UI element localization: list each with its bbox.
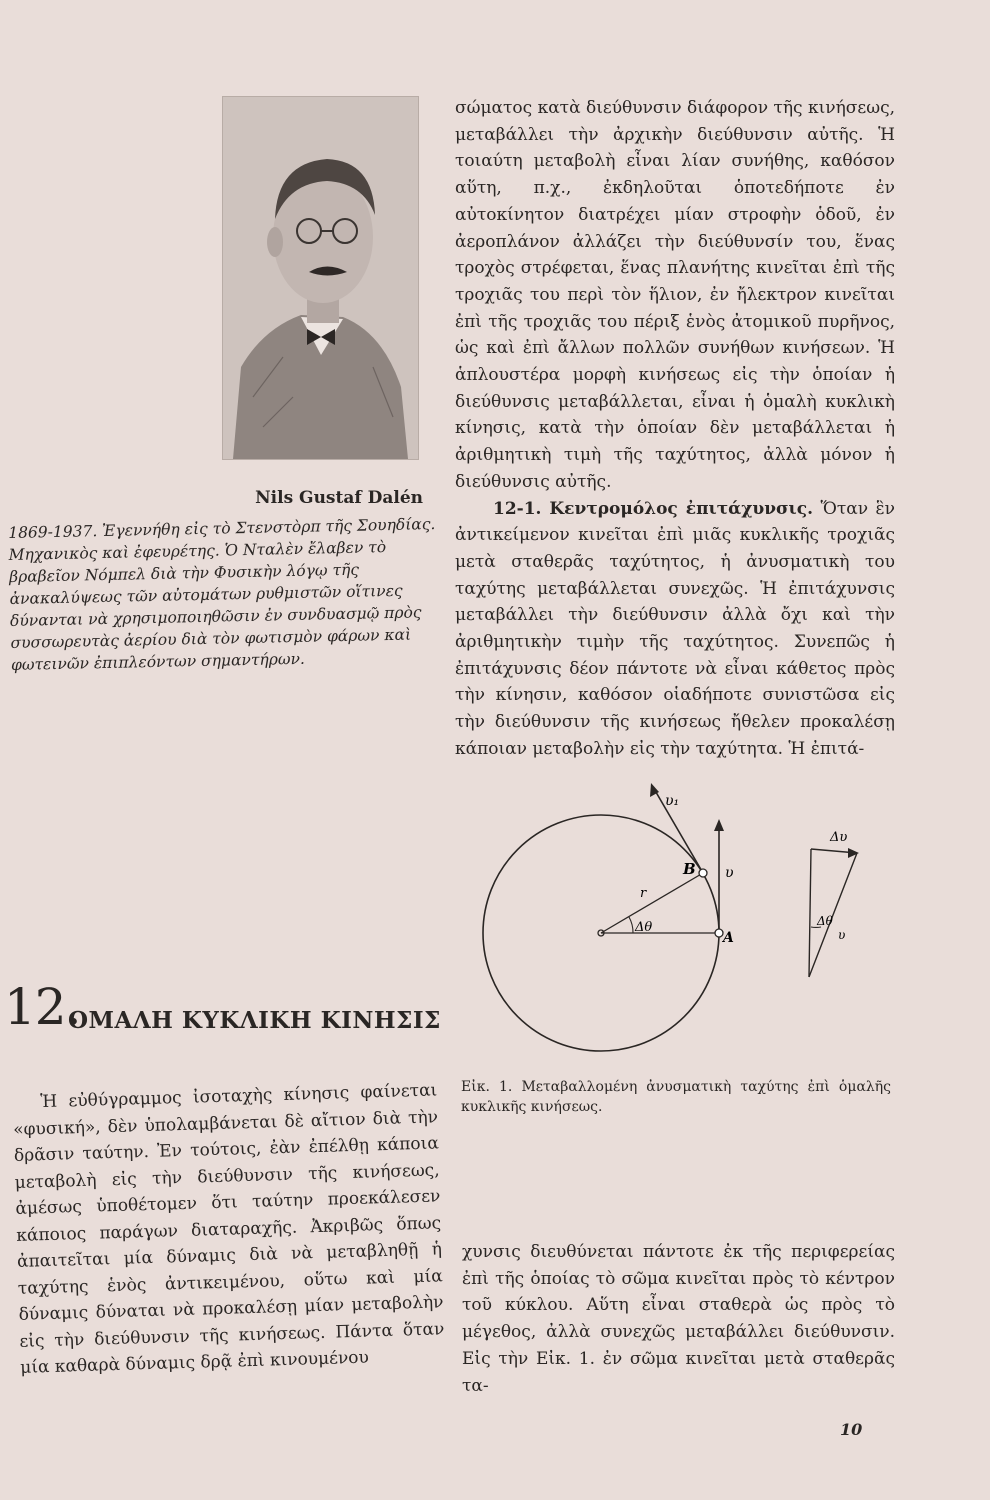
velocity-a-arrowhead xyxy=(714,819,724,831)
label-dtheta: Δθ xyxy=(635,919,653,935)
chapter-number: 12. xyxy=(4,978,81,1036)
triangle-side-1 xyxy=(809,849,811,977)
angle-arc xyxy=(629,917,633,933)
chapter-title: ΟΜΑΛΗ ΚΥΚΛΙΚΗ ΚΙΝΗΣΙΣ xyxy=(68,1007,441,1034)
uniform-circular-motion-diagram xyxy=(455,777,895,1077)
body-paragraph-1: σώματος κατὰ διεύθυνσιν διάφορον τῆς κινήσεως, μεταβάλλει τὴν ἀρχικὴν διεύθυνσιν αὐτῆς. Ἡ τοιαύτη μεταβολὴ εἶναι λίαν συνήθης, καθόσον αὕτη, π.χ., ἐκδηλοῦται ὁποτεδήποτε ἐν αὐτοκίνητον διατρέχει μίαν στροφὴν ὁδοῦ, ἐν ἀεροπλάνον ἀλλάζει τὴν διεύθυνσίν του, ἕνας τροχὸς στρέφεται, ἕνας πλανήτης κινεῖται ἐπὶ τῆς τροχιᾶς του περὶ τὸν ἥλιον, ἐν ἤλεκτρον κινεῖται ἐπὶ τῆς τροχιᾶς του πέριξ ἑνὸς ἀτομικοῦ πυρῆνος, ὡς καὶ ἐπὶ ἄλλων πολλῶν συνήθων κινήσεων. Ἡ ἁπλουστέρα μορφὴ κινήσεως εἰς τὴν ὁποίαν ἡ διεύθυνσις μεταβάλλεται, εἶναι ἡ ὁμαλὴ κυκλικὴ κίνησις, κατὰ τὴν ὁποίαν δὲν μεταβάλλεται ἡ ἀριθμητικὴ τιμὴ τῆς ταχύτητος, ἀλλὰ μόνον ἡ διεύθυνσις αὐτῆς. xyxy=(455,98,895,492)
label-dv: Δυ xyxy=(830,829,848,845)
section-paragraph xyxy=(455,496,895,763)
point-a xyxy=(715,929,723,937)
point-b xyxy=(699,869,707,877)
label-b: B xyxy=(683,859,696,878)
label-triangle-dtheta: Δθ xyxy=(817,913,833,928)
portrait-photo xyxy=(222,96,419,460)
section-text: Ὅταν ἓν ἀντικείμενον κινεῖται ἐπὶ μιᾶς κυκλικῆς τροχιᾶς μετὰ σταθερᾶς ταχύτητος, ἡ ἀνυσματικὴ του ταχύτης μεταβάλλεται συνεχῶς. Ἡ ἐπιτάχυνσις μεταβάλλει τὴν διεύθυνσιν ἀλλὰ ὄχι καὶ τὴν ἀριθμητικὴν τιμὴν τῆς ταχύτητος. Συνεπῶς ἡ ἐπιτάχυνσις δέον πάντοτε νὰ εἶναι κάθετος πρὸς τὴν κίνησιν, καθόσον οἱαδήποτε συνιστῶσα εἰς τὴν διεύθυνσιν τῆς κινήσεως ἤθελεν προκαλέσῃ κάποιαν μεταβολὴν εἰς τὴν ταχύτητα. Ἡ ἐπιτά- xyxy=(455,498,895,759)
figure-caption: Εἰκ. 1. Μεταβαλλομένη ἀνυσματικὴ ταχύτης ἐπὶ ὁμαλῆς κυκλικῆς κινήσεως. xyxy=(461,1078,891,1115)
section-heading: 12-1. Κεντρομόλος ἐπιτάχυνσις. xyxy=(493,498,814,519)
label-v: υ xyxy=(725,864,734,881)
figure-1 xyxy=(455,777,895,1077)
label-v1: υ₁ xyxy=(665,792,680,809)
portrait-caption: Nils Gustaf Dalén xyxy=(255,488,423,508)
biography-text: 1869-1937. Ἐγεννήθη εἰς τὸ Στενστὸρπ τῆς Σουηδίας. Μηχανικὸς καὶ ἐφευρέτης. Ὁ Νταλὲν ἔλαβεν τὸ βραβεῖον Νόμπελ διὰ τὴν Φυσικὴν λόγῳ τῆς ἀνακαλύψεως τῶν αὐτομάτων ρυθμιστῶν οἵτινες δύνανται νὰ χρησιμοποιηθῶσιν ἐν συνδυασμῷ πρὸς συσσωρευτὰς ἀερίου διὰ τὸν φωτισμὸν φάρων καὶ φωτεινῶν ἐπιπλεόντων σημαντήρων. xyxy=(8,515,436,674)
portrait-illustration xyxy=(223,97,418,459)
triangle-dv-arrowhead xyxy=(848,848,859,858)
intro-paragraph: Ἡ εὐθύγραμμος ἰσοταχὴς κίνησις φαίνεται «φυσική», δὲν ὑπολαμβάνεται δὲ αἴτιον διὰ τὴν δρᾶσιν ταύτην. Ἐν τούτοις, ἐὰν ἐπέλθῃ κάποια μεταβολὴ εἰς τὴν διεύθυνσιν τῆς κινήσεως, ἀμέσως ὑποθέτομεν ὅτι ταύτην προεκάλεσεν κάποιος παράγων διαταραχῆς. Ἀκριβῶς ὅπως ἀπαιτεῖται μία δύναμις διὰ νὰ μεταβληθῇ ἡ ταχύτης ἑνὸς ἀντικειμένου, οὕτω καὶ μία δύναμις δύναται νὰ προκαλέσῃ μίαν μεταβολὴν εἰς τὴν διεύθυνσιν τῆς κινήσεως. Πάντα ὅταν μία καθαρὰ δύναμις δρᾷ ἐπὶ κινουμένου xyxy=(12,1080,445,1378)
right-column xyxy=(455,95,895,1117)
label-r: r xyxy=(640,885,647,901)
chapter-intro xyxy=(12,1077,445,1381)
page-number: 10 xyxy=(840,1420,863,1439)
label-a: A xyxy=(723,929,734,946)
label-triangle-v: υ xyxy=(838,927,846,942)
left-column xyxy=(0,0,445,1500)
body-paragraph-bottom: χυνσις διευθύνεται πάντοτε ἐκ τῆς περιφερείας ἐπὶ τῆς ὁποίας τὸ σῶμα κινεῖται πρὸς τὸ κέντρον τοῦ κύκλου. Αὕτη εἶναι σταθερὰ ὡς πρὸς τὸ μέγεθος, ἀλλὰ συνεχῶς μεταβάλλει διεύθυνσιν. Εἰς τὴν Εἰκ. 1. ἐν σῶμα κινεῖται μετὰ σταθερᾶς τα- xyxy=(462,1242,895,1396)
